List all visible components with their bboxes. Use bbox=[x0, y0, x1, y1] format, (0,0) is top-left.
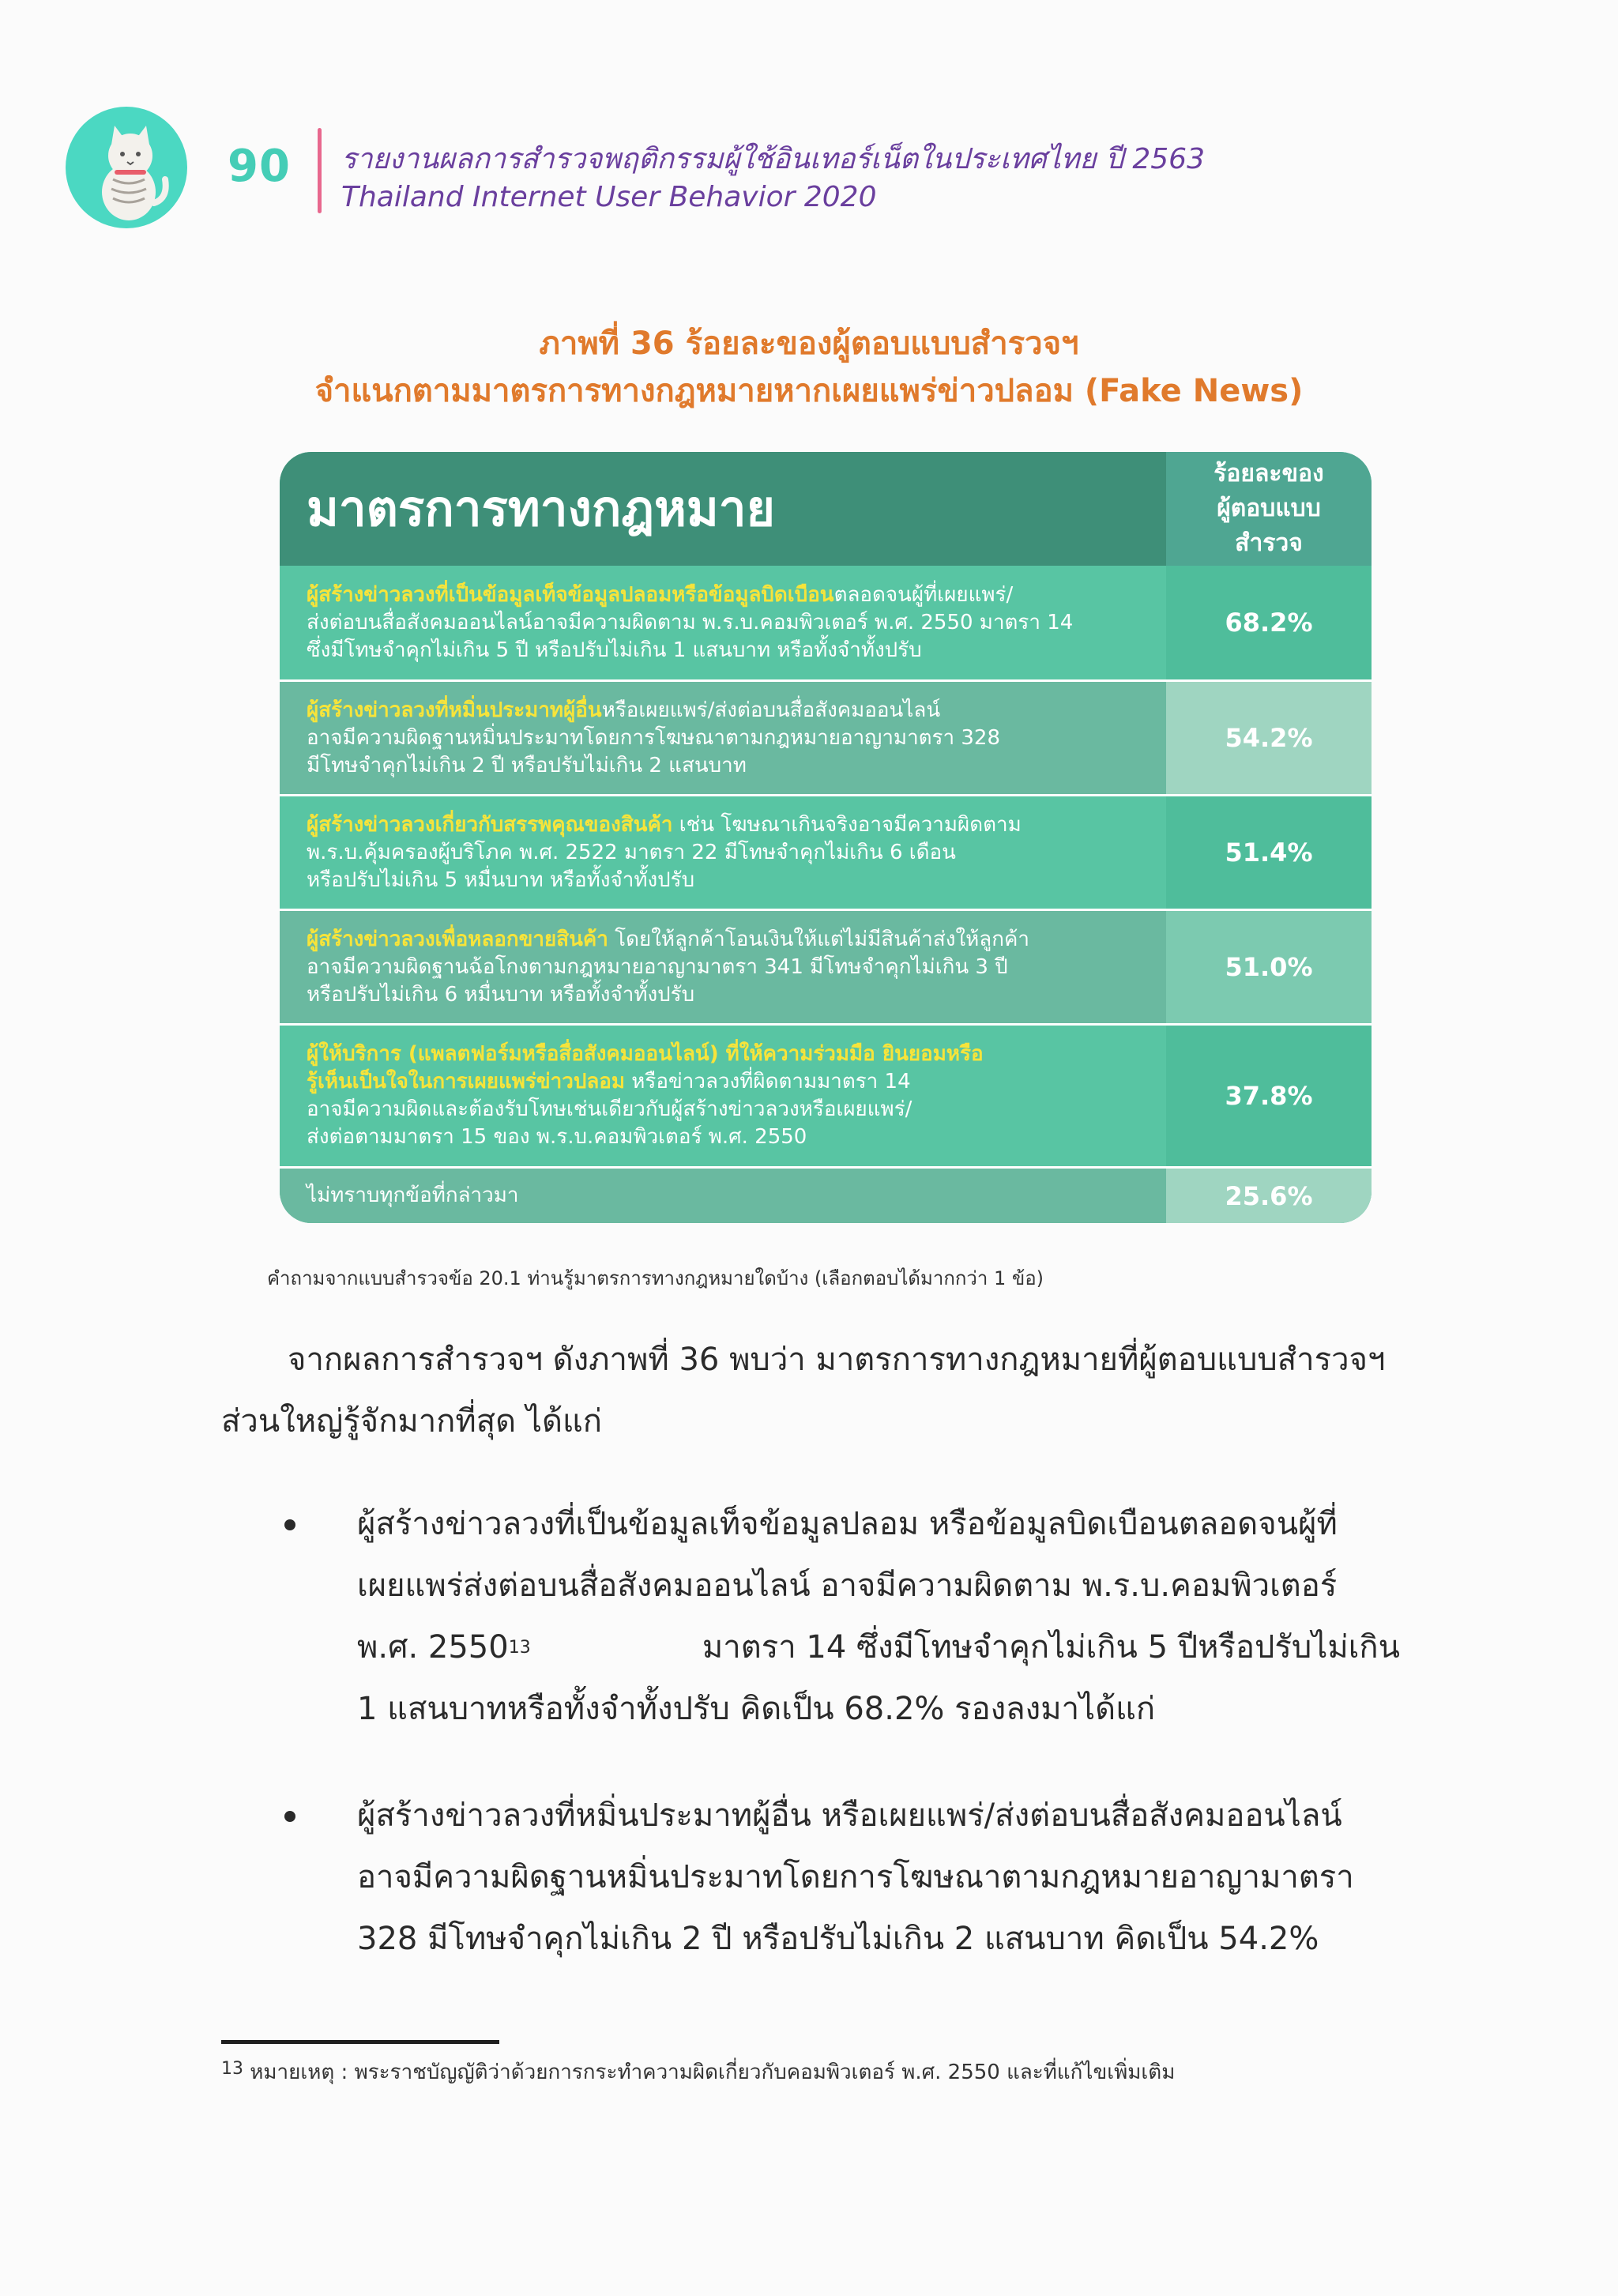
bullet-line bbox=[357, 1617, 1400, 1678]
intro-paragraph bbox=[221, 1329, 1406, 1452]
row-description bbox=[280, 796, 1166, 909]
table-row bbox=[280, 796, 1372, 909]
figure-title-line1: ภาพที่ 36 ร้อยละของผู้ตอบแบบสำรวจฯ bbox=[539, 326, 1079, 362]
bullet-line: อาจมีความผิดฐานหมิ่นประมาทโดยการโฆษณาตามกฎหมายอาญามาตรา bbox=[357, 1859, 1354, 1895]
row-text: ส่งต่อตามมาตรา 15 ของ พ.ร.บ.คอมพิวเตอร์ พ.ศ. 2550 bbox=[307, 1125, 807, 1149]
row-description bbox=[280, 1026, 1166, 1166]
row-text: ซึ่งมีโทษจำคุกไม่เกิน 5 ปี หรือปรับไม่เกิน 1 แสนบาท หรือทั้งจำทั้งปรับ bbox=[307, 638, 922, 662]
row-description bbox=[280, 911, 1166, 1023]
table-row bbox=[280, 1026, 1372, 1166]
row-highlight: รู้เห็นเป็นใจในการเผยแพร่ข่าวปลอม bbox=[307, 1070, 626, 1093]
row-highlight: ผู้สร้างข่าวลวงที่เป็นข้อมูลเท็จข้อมูลปลอมหรือข้อมูลบิดเบือน bbox=[307, 582, 834, 607]
row-text: อาจมีความผิดฐานฉ้อโกงตามกฎหมายอาญามาตรา 341 มีโทษจำคุกไม่เกิน 3 ปี bbox=[307, 954, 1008, 979]
table-row bbox=[280, 1169, 1372, 1223]
bullet-icon bbox=[284, 1811, 295, 1822]
bullet-line: ผู้สร้างข่าวลวงที่หมิ่นประมาทผู้อื่น หรือเผยแพร่/ส่งต่อบนสื่อสังคมออนไลน์ bbox=[357, 1797, 1342, 1834]
header-divider bbox=[318, 128, 322, 213]
row-text: หรือปรับไม่เกิน 6 หมื่นบาท หรือทั้งจำทั้งปรับ bbox=[307, 982, 695, 1007]
row-text: หรือข่าวลวงที่ผิดตามมาตรา 14 bbox=[625, 1070, 911, 1093]
row-text: เช่น โฆษณาเกินจริงอาจมีความผิดตาม bbox=[672, 812, 1022, 837]
bullet-paragraph-1 bbox=[357, 1493, 1400, 1740]
row-text: หรือเผยแพร่/ส่งต่อบนสื่อสังคมออนไลน์ bbox=[601, 698, 941, 722]
row-text: มีโทษจำคุกไม่เกิน 2 ปี หรือปรับไม่เกิน 2 แสนบาท bbox=[307, 753, 747, 777]
bullet-line: 1 แสนบาทหรือทั้งจำทั้งปรับ คิดเป็น 68.2% รองลงมาได้แก่ bbox=[357, 1691, 1156, 1727]
row-text: ส่งต่อบนสื่อสังคมออนไลน์อาจมีความผิดตาม พ.ร.บ.คอมพิวเตอร์ พ.ศ. 2550 มาตรา 14 bbox=[307, 610, 1074, 634]
row-description bbox=[280, 682, 1166, 794]
row-percent: 37.8% bbox=[1166, 1026, 1372, 1166]
cat-illustration-icon bbox=[66, 107, 187, 228]
bullet-text-segment: มาตรา 14 ซึ่งมีโทษจำคุกไม่เกิน 5 ปีหรือปรับไม่เกิน bbox=[702, 1629, 1400, 1666]
footnote-text: หมายเหตุ : พระราชบัญญัติว่าด้วยการกระทำความผิดเกี่ยวกับคอมพิวเตอร์ พ.ศ. 2550 และที่แก้ไขเพิ่มเติม bbox=[243, 2061, 1176, 2084]
row-text: พ.ร.บ.คุ้มครองผู้บริโภค พ.ศ. 2522 มาตรา 22 มีโทษจำคุกไม่เกิน 6 เดือน bbox=[307, 840, 956, 864]
row-text: ไม่ทราบทุกข้อที่กล่าวมา bbox=[307, 1184, 519, 1207]
row-highlight: ผู้สร้างข่าวลวงเพื่อหลอกขายสินค้า bbox=[307, 927, 608, 951]
bullet-line: ผู้สร้างข่าวลวงที่เป็นข้อมูลเท็จข้อมูลปลอม หรือข้อมูลบิดเบือนตลอดจนผู้ที่ bbox=[357, 1506, 1338, 1542]
report-title bbox=[341, 141, 1368, 216]
row-percent: 51.4% bbox=[1166, 796, 1372, 909]
row-text: อาจมีความผิดฐานหมิ่นประมาทโดยการโฆษณาตามกฎหมายอาญามาตรา 328 bbox=[307, 725, 1001, 750]
row-highlight: ผู้ให้บริการ (แพลตฟอร์มหรือสื่อสังคมออนไลน์) ที่ให้ความร่วมมือ ยินยอมหรือ bbox=[307, 1042, 984, 1066]
intro-line: จากผลการสำรวจฯ ดังภาพที่ 36 พบว่า มาตรการทางกฎหมายที่ผู้ตอบแบบสำรวจฯ bbox=[288, 1342, 1386, 1378]
table-row bbox=[280, 682, 1372, 794]
column-header-measure: มาตรการทางกฎหมาย bbox=[280, 452, 1166, 566]
row-percent: 51.0% bbox=[1166, 911, 1372, 1023]
column-header-percent bbox=[1166, 452, 1372, 566]
report-title-th: รายงานผลการสำรวจพฤติกรรมผู้ใช้อินเทอร์เน็ตในประเทศไทย ปี 2563 bbox=[341, 143, 1205, 175]
bullet-line: 328 มีโทษจำคุกไม่เกิน 2 ปี หรือปรับไม่เกิน 2 แสนบาท คิดเป็น 54.2% bbox=[357, 1921, 1319, 1957]
row-percent: 25.6% bbox=[1166, 1169, 1372, 1223]
bullet-text-segment: พ.ศ. 2550 bbox=[357, 1629, 509, 1666]
legal-measures-table bbox=[280, 452, 1372, 1223]
bullet-line: เผยแพร่ส่งต่อบนสื่อสังคมออนไลน์ อาจมีความผิดตาม พ.ร.บ.คอมพิวเตอร์ bbox=[357, 1568, 1338, 1604]
footnote-number: 13 bbox=[221, 2059, 243, 2079]
row-text: หรือปรับไม่เกิน 5 หมื่นบาท หรือทั้งจำทั้งปรับ bbox=[307, 868, 695, 892]
bullet-icon bbox=[284, 1519, 295, 1530]
figure-title-line2: จำแนกตามมาตรการทางกฎหมายหากเผยแพร่ข่าวปลอม (Fake News) bbox=[314, 373, 1304, 409]
footnote-rule bbox=[221, 2040, 499, 2044]
figure-title bbox=[158, 320, 1460, 415]
row-highlight: ผู้สร้างข่าวลวงที่หมิ่นประมาทผู้อื่น bbox=[307, 698, 602, 722]
cat-logo bbox=[66, 107, 187, 228]
report-title-en: Thailand Internet User Behavior 2020 bbox=[341, 181, 877, 213]
bullet-paragraph-2 bbox=[357, 1785, 1400, 1970]
footnote-marker: 13 bbox=[508, 1638, 531, 1658]
column-header-percent-label: ร้อยละของ ผู้ตอบแบบ สำรวจ bbox=[1214, 460, 1324, 557]
footnote bbox=[221, 2056, 1406, 2088]
row-description bbox=[280, 1169, 1166, 1223]
intro-line: ส่วนใหญ่รู้จักมากที่สุด ได้แก่ bbox=[221, 1403, 602, 1440]
figure-caption: คำถามจากแบบสำรวจข้อ 20.1 ท่านรู้มาตรการทางกฎหมายใดบ้าง (เลือกตอบได้มากกว่า 1 ข้อ) bbox=[267, 1267, 1044, 1289]
page-number: 90 bbox=[228, 141, 291, 192]
row-text: โดยให้ลูกค้าโอนเงินให้แต่ไม่มีสินค้าส่งให้ลูกค้า bbox=[608, 927, 1029, 951]
row-description bbox=[280, 566, 1166, 679]
row-highlight: ผู้สร้างข่าวลวงเกี่ยวกับสรรพคุณของสินค้า bbox=[307, 812, 673, 837]
table-row bbox=[280, 566, 1372, 679]
row-percent: 54.2% bbox=[1166, 682, 1372, 794]
table-row bbox=[280, 911, 1372, 1023]
row-text: ตลอดจนผู้ที่เผยแพร่/ bbox=[833, 582, 1014, 607]
row-text: อาจมีความผิดและต้องรับโทษเช่นเดียวกับผู้สร้างข่าวลวงหรือเผยแพร่/ bbox=[307, 1097, 912, 1121]
row-percent: 68.2% bbox=[1166, 566, 1372, 679]
